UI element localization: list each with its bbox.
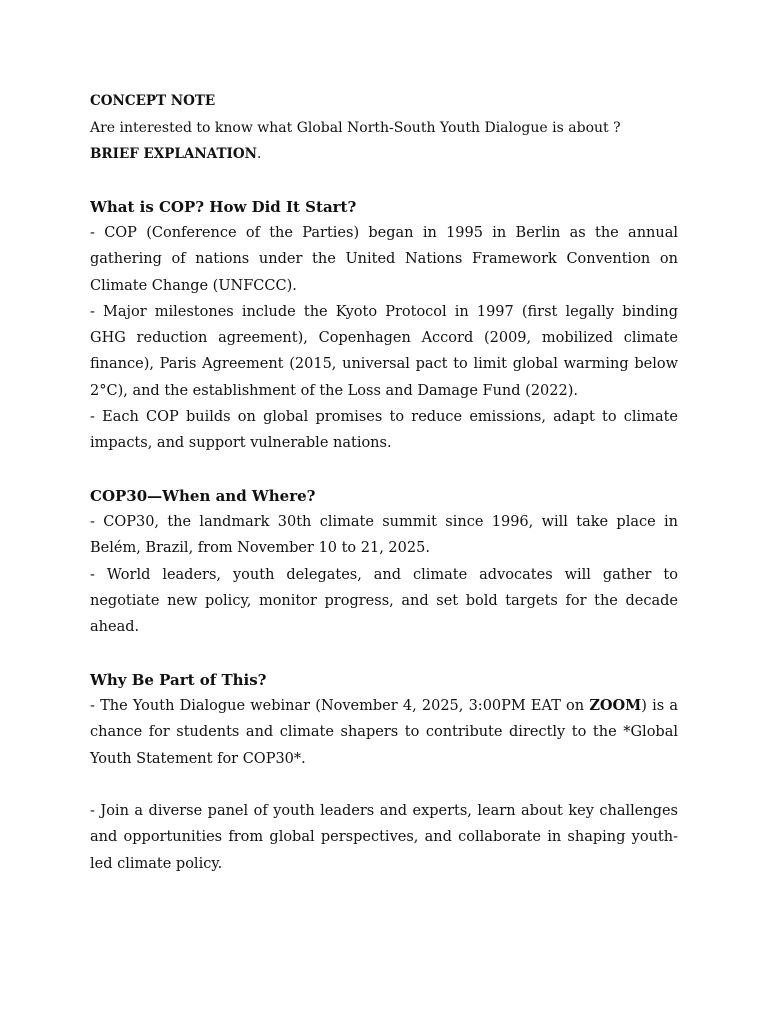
why-p1-before: - The Youth Dialogue webinar (November 4, 2025, 3:00PM EAT on (90, 698, 590, 715)
section-cop30 (90, 483, 678, 641)
spacer (90, 457, 678, 483)
document-page (90, 88, 678, 877)
section-why-be-part (90, 667, 678, 877)
cop30-paragraph-1: - COP30, the landmark 30th climate summit since 1996, will take place in Belém, Brazil, from November 10 to 21, 2025. (90, 514, 678, 557)
brief-explanation-punct: . (256, 146, 262, 162)
spacer (90, 641, 678, 667)
cop-paragraph-1: - COP (Conference of the Parties) began in 1995 in Berlin as the annual gathering of nations under the United Nations Framework Convention on Climate Change (UNFCCC). (90, 225, 678, 294)
section-heading-why: Why Be Part of This? (90, 670, 267, 689)
section-what-is-cop (90, 194, 678, 457)
brief-explanation-label (90, 141, 678, 168)
brief-explanation-text: BRIEF EXPLANATION (90, 146, 257, 162)
zoom-highlight: ZOOM (589, 697, 642, 715)
section-heading-cop: What is COP? How Did It Start? (90, 197, 357, 216)
cop30-paragraph-2: - World leaders, youth delegates, and climate advocates will gather to negotiate new policy, monitor progress, and set bold targets for the decade ahead. (90, 566, 678, 636)
cop-paragraph-3: - Each COP builds on global promises to reduce emissions, adapt to climate impacts, and support vulnerable nations. (90, 409, 678, 452)
spacer (90, 772, 678, 798)
why-p1-after: ) is a chance for students and climate shapers to contribute directly to the *Global Youth Statement for COP30*. (90, 698, 678, 767)
why-paragraph-1 (90, 693, 678, 772)
intro-question: Are interested to know what Global North-South Youth Dialogue is about ? (90, 119, 621, 136)
cop-paragraph-2: - Major milestones include the Kyoto Protocol in 1997 (first legally binding GHG reduction agreement), Copenhagen Accord (2009, mobilized climate finance), Paris Agreement (2015, universal pact to limit global warming below 2°C), and the establishment of the Loss and Damage Fund (2022). (90, 303, 678, 399)
section-heading-cop30: COP30—When and Where? (90, 486, 316, 505)
spacer (90, 168, 678, 194)
concept-note-title: CONCEPT NOTE (90, 93, 216, 109)
why-paragraph-2: - Join a diverse panel of youth leaders and experts, learn about key challenges and opportunities from global perspectives, and collaborate in shaping youth-led climate policy. (90, 803, 678, 872)
